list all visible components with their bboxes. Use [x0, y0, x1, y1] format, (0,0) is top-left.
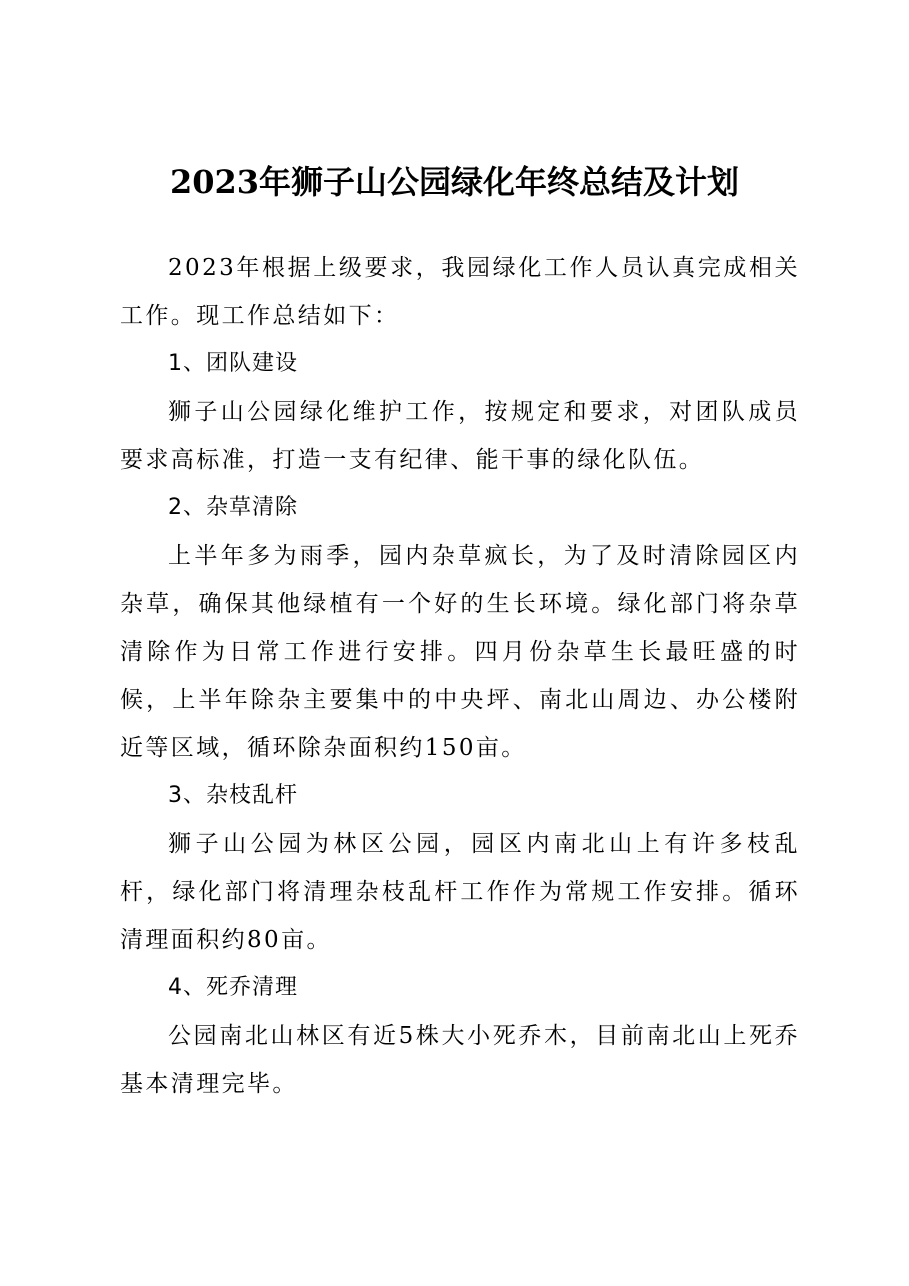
- section-heading-weeds: 2、杂草清除: [168, 495, 298, 520]
- section-heading-branches: 3、杂枝乱杆: [168, 783, 298, 808]
- section-text-dead-trees: 公园南北山林区有近5株大小死乔木，目前南北山上死乔基本清理完毕。: [120, 1023, 800, 1097]
- document-body: [120, 244, 800, 1108]
- intro-paragraph: 2023年根据上级要求，我园绿化工作人员认真完成相关工作。现工作总结如下：: [120, 255, 800, 329]
- section-text-team: 狮子山公园绿化维护工作，按规定和要求，对团队成员要求高标准，打造一支有纪律、能干事的绿化队伍。: [120, 399, 800, 473]
- section-heading-dead-trees: 4、死乔清理: [168, 975, 298, 1000]
- section-text-weeds: 上半年多为雨季，园内杂草疯长，为了及时清除园区内杂草，确保其他绿植有一个好的生长环境。绿化部门将杂草清除作为日常工作进行安排。四月份杂草生长最旺盛的时候，上半年除杂主要集中的中央坪、南北山周边、办公楼附近等区域，循环除杂面积约150亩。: [120, 543, 800, 761]
- section-heading-team: 1、团队建设: [168, 351, 298, 376]
- section-text-branches: 狮子山公园为林区公园，园区内南北山上有许多枝乱杆，绿化部门将清理杂枝乱杆工作作为常规工作安排。循环清理面积约80亩。: [120, 831, 800, 953]
- document-title: 2023年狮子山公园绿化年终总结及计划: [169, 163, 740, 201]
